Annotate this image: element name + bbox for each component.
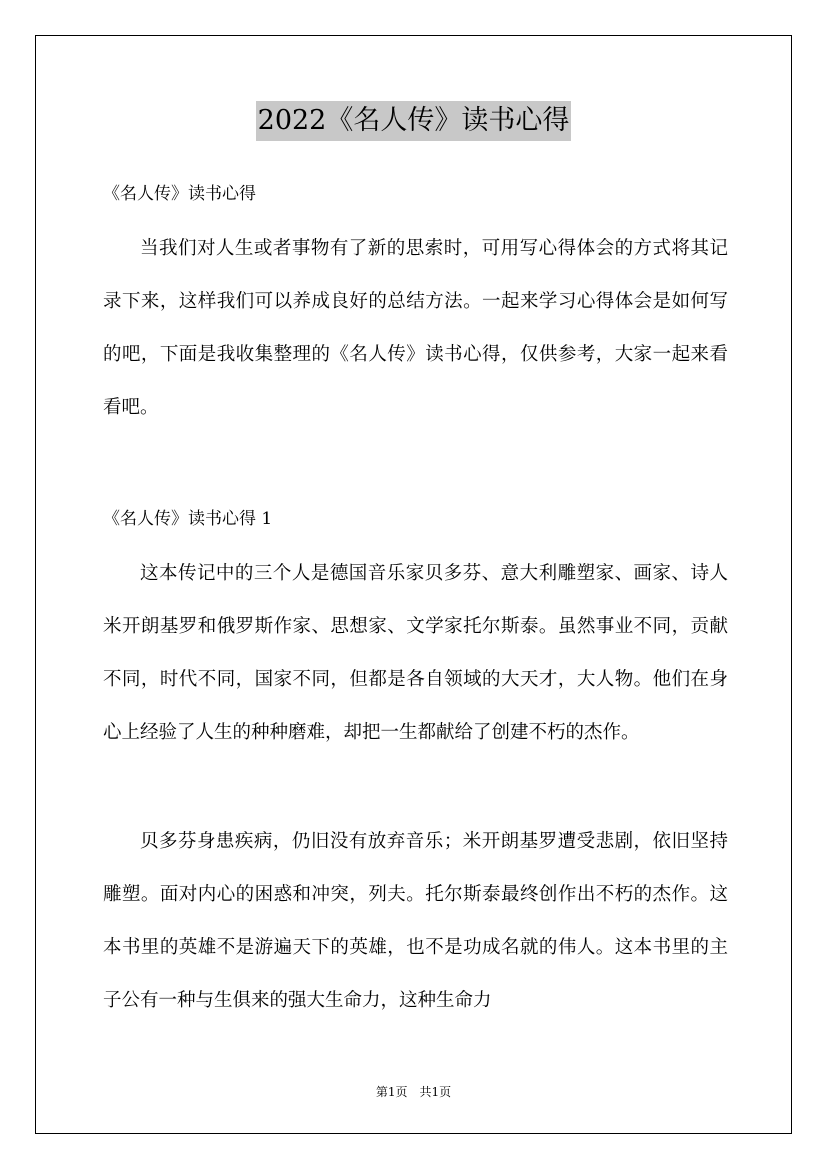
document-title-text: 2022《名人传》读书心得 (256, 101, 572, 141)
section1-heading: 《名人传》读书心得 1 (103, 509, 273, 529)
page-footer: 第1页 共1页 (375, 1085, 452, 1099)
section1-paragraph-1: 这本传记中的三个人是德国音乐家贝多芬、意大利雕塑家、画家、诗人米开朗基罗和俄罗斯作家、思想家、文学家托尔斯泰。虽然事业不同，贡献不同，时代不同，国家不同，但都是各自领域的大天才，大人物。他们在身心上经验了人生的种种磨难，却把一生都献给了创建不朽的杰作。 (103, 563, 728, 743)
document-title (0, 101, 827, 141)
section1-paragraph-2: 贝多芬身患疾病，仍旧没有放弃音乐；米开朗基罗遭受悲剧，依旧坚持雕塑。面对内心的困惑和冲突，列夫。托尔斯泰最终创作出不朽的杰作。这本书里的英雄不是游遍天下的英雄，也不是功成名就的伟人。这本书里的主子公有一种与生俱来的强大生命力，这种生命力 (103, 831, 728, 1011)
intro-heading: 《名人传》读书心得 (103, 184, 256, 204)
intro-paragraph: 当我们对人生或者事物有了新的思索时，可用写心得体会的方式将其记录下来，这样我们可以养成良好的总结方法。一起来学习心得体会是如何写的吧，下面是我收集整理的《名人传》读书心得，仅供参考，大家一起来看看吧。 (103, 238, 728, 418)
